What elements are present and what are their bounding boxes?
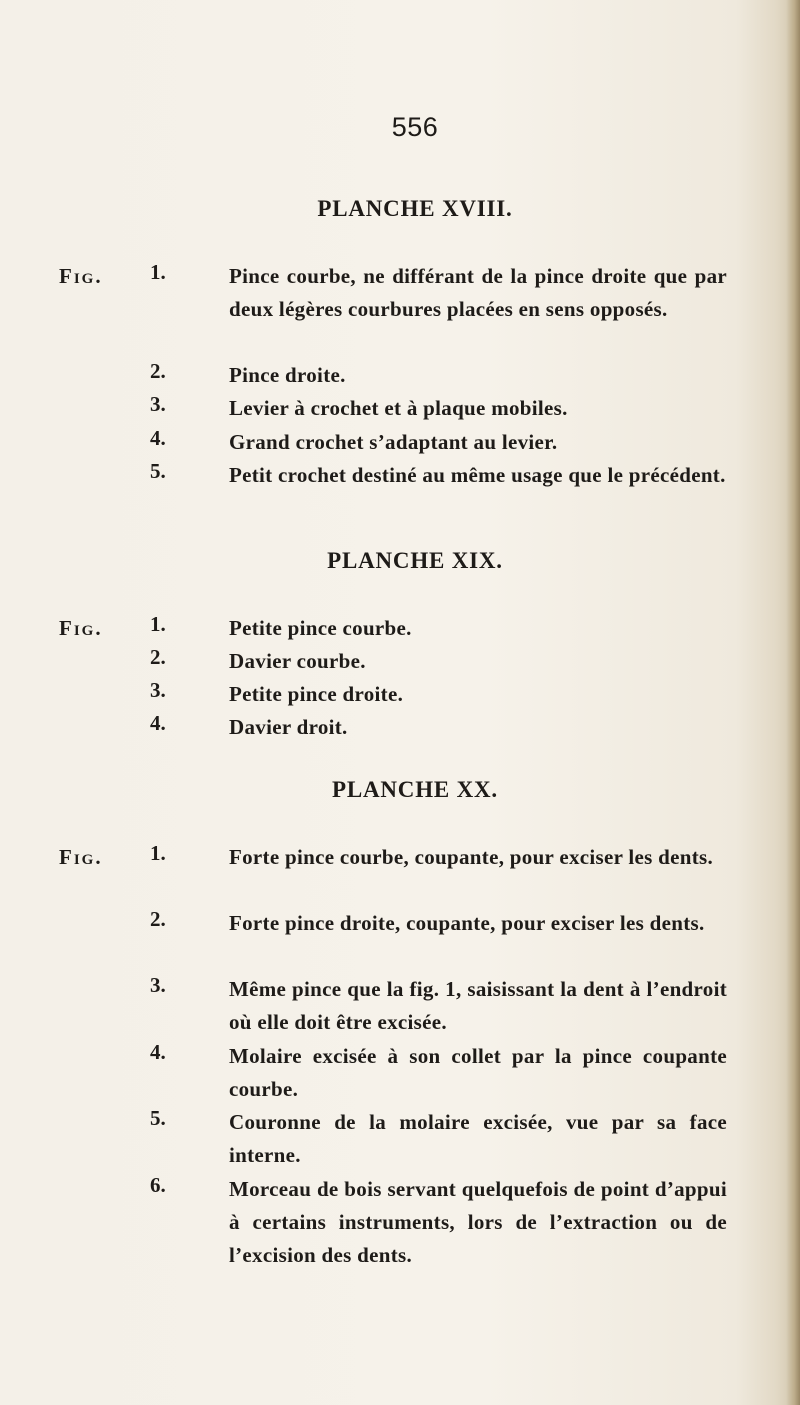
item-number: 6. xyxy=(150,1173,166,1197)
item-text: Couronne de la molaire excisée, vue par sa face interne. xyxy=(229,1110,727,1167)
item-text: Pince courbe, ne différant de la pince droite que par deux légères courbures placées en sens opposés. xyxy=(229,264,727,321)
item-number: 1. xyxy=(150,612,166,636)
item-number: 1. xyxy=(150,841,166,865)
plate-title-xix: PLANCHE XIX. xyxy=(327,548,503,573)
fig-label: Fig. xyxy=(59,616,103,640)
item-number: 5. xyxy=(150,459,166,483)
item-text: Petite pince courbe. xyxy=(229,616,412,640)
item-text: Forte pince droite, coupante, pour exciser les dents. xyxy=(229,911,705,935)
item-text: Molaire excisée à son collet par la pince coupante courbe. xyxy=(229,1044,727,1101)
item-text: Grand crochet s’adaptant au levier. xyxy=(229,430,558,454)
item-number: 2. xyxy=(150,359,166,383)
fig-label: Fig. xyxy=(59,264,103,288)
item-number: 3. xyxy=(150,678,166,702)
fig-label: Fig. xyxy=(59,845,103,869)
item-text: Même pince que la fig. 1, saisissant la dent à l’endroit où elle doit être excisée. xyxy=(229,977,727,1034)
item-number: 4. xyxy=(150,426,166,450)
item-text: Petite pince droite. xyxy=(229,682,404,706)
page-number: 556 xyxy=(391,112,439,142)
item-text: Morceau de bois servant quelquefois de point d’appui à certains instruments, lors de l’extraction ou de l’excision des dents. xyxy=(229,1177,727,1267)
item-number: 2. xyxy=(150,907,166,931)
item-number: 2. xyxy=(150,645,166,669)
item-number: 3. xyxy=(150,392,166,416)
item-text: Pince droite. xyxy=(229,363,346,387)
item-number: 5. xyxy=(150,1106,166,1130)
plate-title-xviii: PLANCHE XVIII. xyxy=(317,196,513,221)
item-text: Petit crochet destiné au même usage que le précédent. xyxy=(229,463,726,487)
item-number: 4. xyxy=(150,711,166,735)
item-text: Levier à crochet et à plaque mobiles. xyxy=(229,396,568,420)
item-text: Forte pince courbe, coupante, pour exciser les dents. xyxy=(229,845,714,869)
plate-title-xx: PLANCHE XX. xyxy=(332,777,498,802)
item-text: Davier courbe. xyxy=(229,649,366,673)
item-number: 1. xyxy=(150,260,166,284)
item-number: 3. xyxy=(150,973,166,997)
item-text: Davier droit. xyxy=(229,715,348,739)
item-number: 4. xyxy=(150,1040,166,1064)
